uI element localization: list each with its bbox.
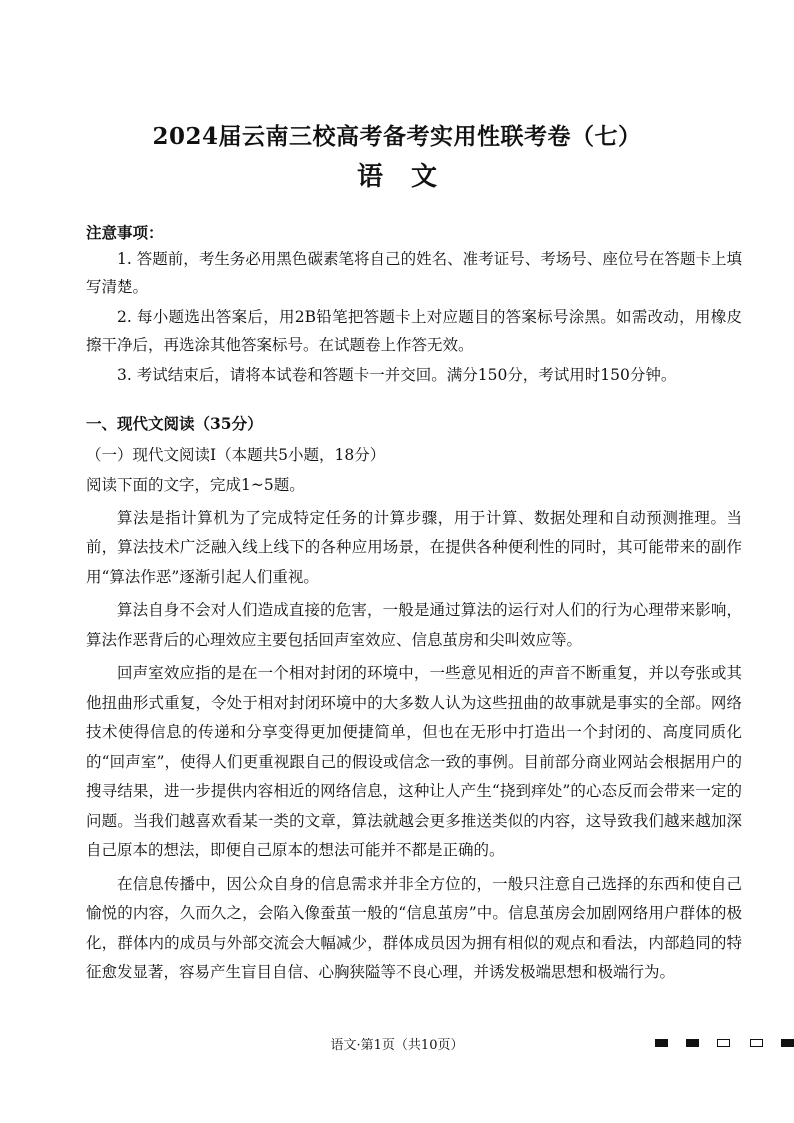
exam-title: 2024届云南三校高考备考实用性联考卷（七） bbox=[152, 123, 642, 150]
passage-paragraph: 算法是指计算机为了完成特定任务的计算步骤，用于计算、数据处理和自动预测推理。当前，算法技术广泛融入线上线下的各种应用场景，在提供各种便利性的同时，其可能带来的副作用“算法作恶”逐渐引起人们重视。 bbox=[86, 508, 742, 586]
section-heading: 一、现代文阅读（35分） bbox=[86, 414, 263, 433]
corner-mark-5 bbox=[781, 1039, 794, 1047]
passage-paragraph: 回声室效应指的是在一个相对封闭的环境中，一些意见相近的声音不断重复，并以夸张或其他扭曲形式重复，令处于相对封闭环境中的大多数人认为这些扭曲的故事就是事实的全部。网络技术使得信息的传递和分享变得更加便捷简单，但也在无形中打造出一个封闭的、高度同质化的“回声室”，使得人们更重视跟自己的假设或信念一致的事例。目前部分商业网站会根据用户的搜寻结果，进一步提供内容相近的网络信息，这种让人产生“挠到痒处”的心态反而会带来一定的问题。当我们越喜欢看某一类的文章，算法就越会更多推送类似的内容，这导致我们越来越加深自己原本的想法，即便自己原本的想法可能并不都是正确的。 bbox=[86, 664, 742, 859]
notes-list bbox=[86, 246, 742, 393]
subject-title bbox=[0, 156, 794, 193]
subject-char-1: 语 bbox=[356, 162, 383, 192]
note-item-2: 2. 每小题选出答案后，用2B铅笔把答题卡上对应题目的答案标号涂黑。如需改动，用橡皮擦干净后，再选涂其他答案标号。在试题卷上作答无效。 bbox=[86, 308, 742, 354]
notes-heading: 注意事项： bbox=[86, 223, 164, 242]
subject-char-2: 文 bbox=[411, 162, 438, 192]
corner-mark-2 bbox=[686, 1039, 699, 1047]
section-subheading: （一）现代文阅读Ⅰ（本题共5小题，18分） bbox=[86, 445, 386, 464]
corner-mark-1 bbox=[655, 1039, 668, 1047]
corner-mark-3 bbox=[717, 1039, 730, 1047]
corner-mark-4 bbox=[750, 1039, 763, 1047]
section-instruction: 阅读下面的文字，完成1~5题。 bbox=[86, 476, 305, 494]
note-item-1: 1. 答题前，考生务必用黑色碳素笔将自己的姓名、准考证号、考场号、座位号在答题卡上填写清楚。 bbox=[86, 250, 742, 296]
reading-passage bbox=[86, 504, 742, 988]
page-footer: 语文·第1页（共10页） bbox=[330, 1038, 464, 1053]
note-item-3: 3. 考试结束后，请将本试卷和答题卡一并交回。满分150分，考试用时150分钟。 bbox=[117, 366, 677, 384]
passage-paragraph: 在信息传播中，因公众自身的信息需求并非全方位的，一般只注意自己选择的东西和使自己愉悦的内容，久而久之，会陷入像蚕茧一般的“信息茧房”中。信息茧房会加剧网络用户群体的极化，群体内的成员与外部交流会大幅减少，群体成员因为拥有相似的观点和看法，内部趋同的特征愈发显著，容易产生盲目自信、心胸狭隘等不良心理，并诱发极端思想和极端行为。 bbox=[86, 874, 742, 981]
reading-section bbox=[86, 410, 742, 992]
passage-paragraph: 算法自身不会对人们造成直接的危害，一般是通过算法的运行对人们的行为心理带来影响，算法作恶背后的心理效应主要包括回声室效应、信息茧房和尖叫效应等。 bbox=[86, 601, 742, 649]
